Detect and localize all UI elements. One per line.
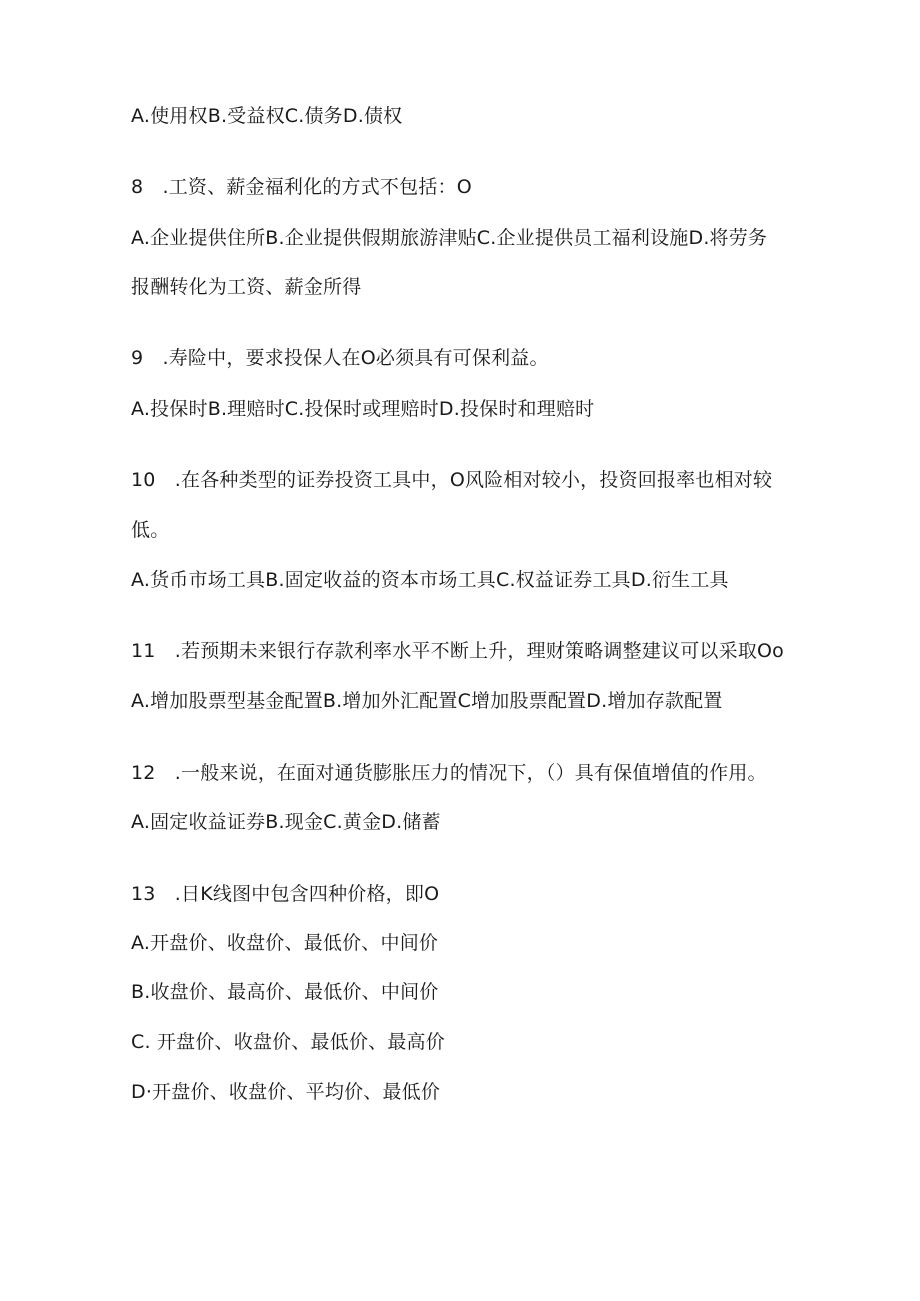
q8-options-line2: 报酬转化为工资、薪金所得 <box>131 276 362 298</box>
q9-question: 9 .寿险中，要求投保人在O必须具有可保利益。 <box>131 347 549 369</box>
q7-options: A.使用权B.受益权C.债务D.债权 <box>131 105 403 127</box>
q10-question-line1: 10 .在各种类型的证券投资工具中，O风险相对较小，投资回报率也相对较 <box>131 469 773 491</box>
q13-question: 13 .日K线图中包含四种价格，即O <box>131 883 440 905</box>
q10-options: A.货币市场工具B.固定收益的资本市场工具C.权益证券工具D.衍生工具 <box>131 569 729 591</box>
q8-options-line1: A.企业提供住所B.企业提供假期旅游津贴C.企业提供员工福利设施D.将劳务 <box>131 227 768 249</box>
q11-question: 11 .若预期未来银行存款利率水平不断上升，理财策略调整建议可以采取Oo <box>131 640 784 662</box>
q13-option-b: B.收盘价、最高价、最低价、中间价 <box>131 981 439 1003</box>
q12-options: A.固定收益证券B.现金C.黄金D.储蓄 <box>131 811 441 833</box>
q13-option-c: C. 开盘价、收盘价、最低价、最高价 <box>131 1031 445 1053</box>
q11-options: A.增加股票型基金配置B.增加外汇配置C增加股票配置D.增加存款配置 <box>131 690 723 712</box>
q13-option-d: D·开盘价、收盘价、平均价、最低价 <box>131 1081 441 1103</box>
q9-options: A.投保时B.理赔时C.投保时或理赔时D.投保时和理赔时 <box>131 398 595 420</box>
q10-question-line2: 低。 <box>131 519 170 541</box>
q13-option-a: A.开盘价、收盘价、最低价、中间价 <box>131 932 439 954</box>
q8-question: 8 .工资、薪金福利化的方式不包括：O <box>131 176 472 198</box>
q12-question: 12 .一般来说，在面对通货膨胀压力的情况下，（）具有保值增值的作用。 <box>131 762 767 784</box>
